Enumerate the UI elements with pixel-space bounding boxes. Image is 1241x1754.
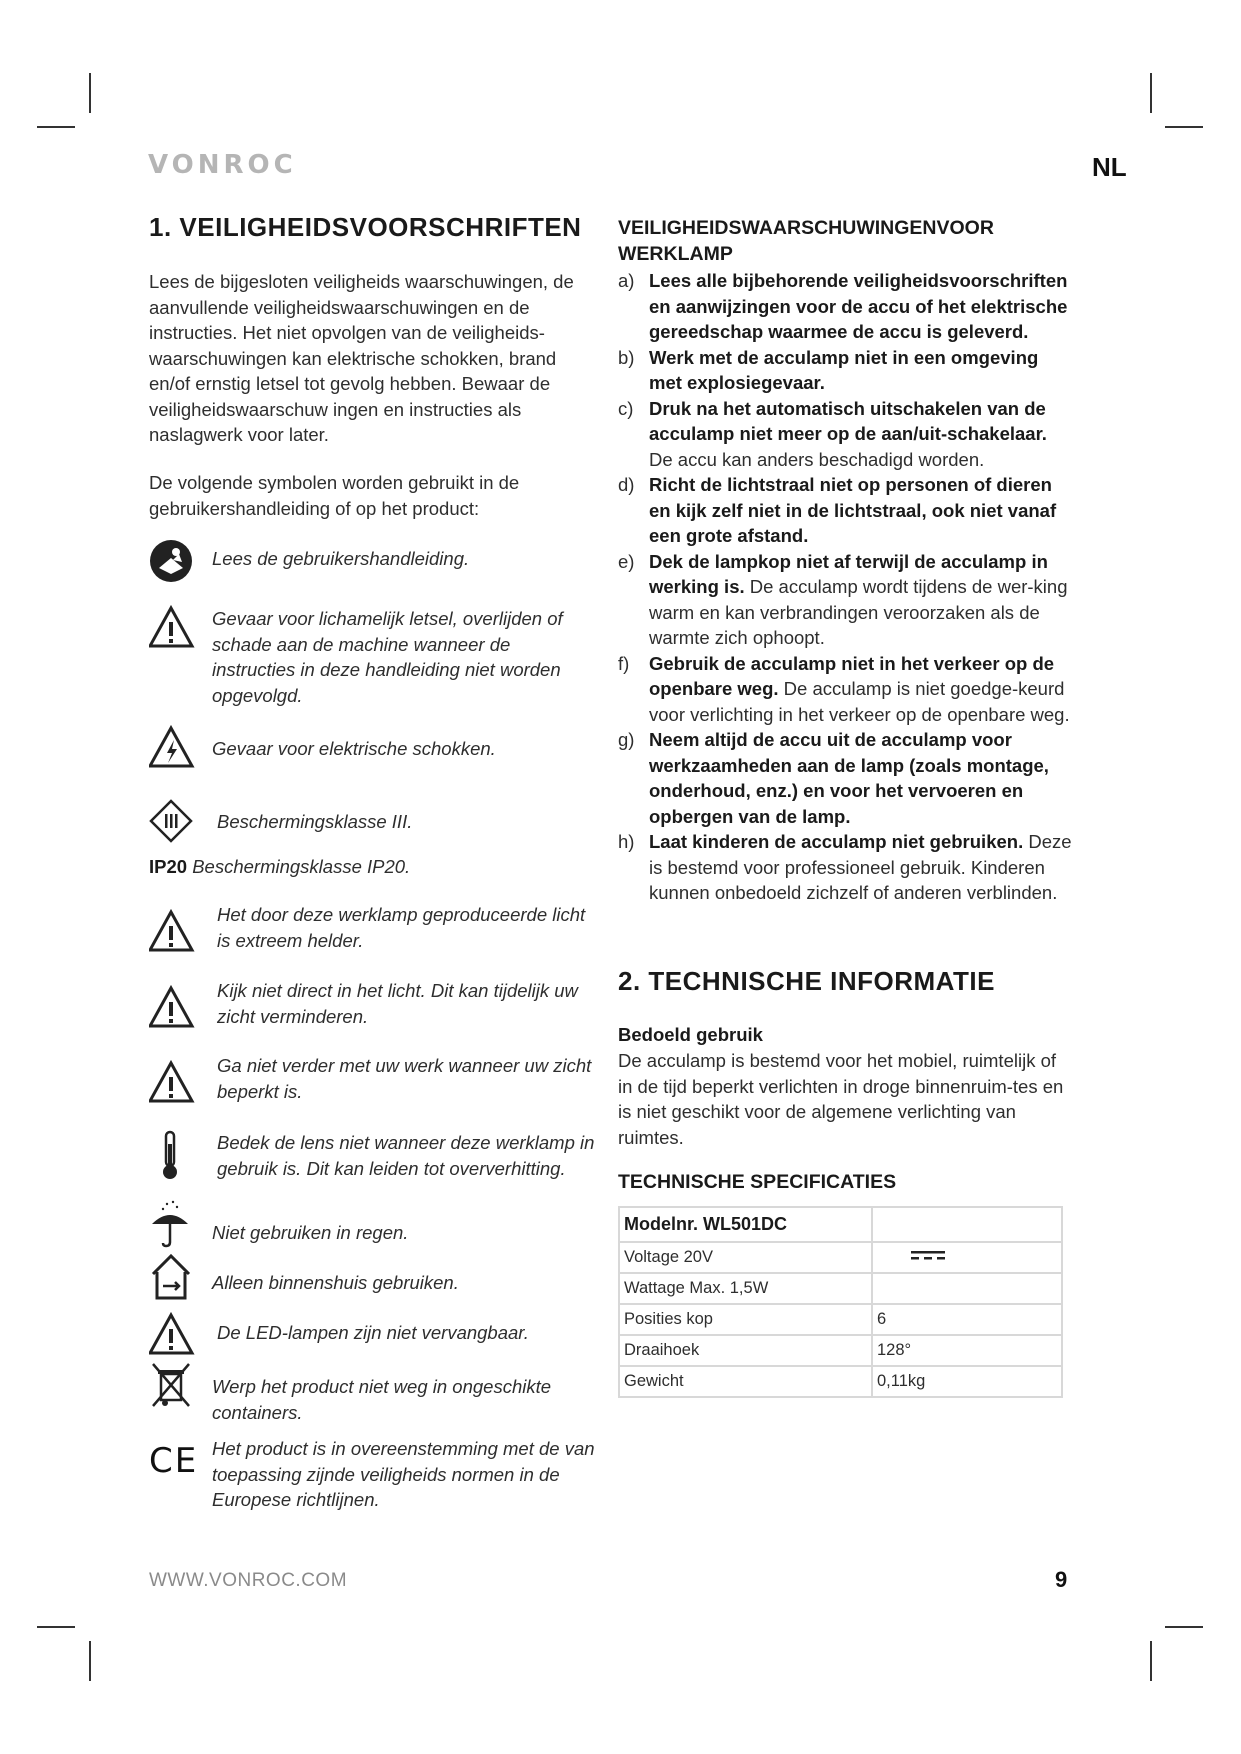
spec-table xyxy=(618,1206,1063,1398)
item-letter: e) xyxy=(618,550,635,572)
symbol-text: Bedek de lens niet wanneer deze werklamp in gebruik is. Dit kan leiden tot oververhitting. xyxy=(217,1132,595,1179)
crop-mark xyxy=(37,126,75,128)
item-text: De acculamp wordt tijdens de wer-king warm en kan verbrandingen veroorzaken als de warmte zich ophoopt. xyxy=(649,576,1068,648)
manual-icon xyxy=(149,538,199,588)
item-letter: h) xyxy=(618,831,635,852)
item-bold: Laat kinderen de acculamp niet gebruiken. xyxy=(649,831,1029,852)
symbol-row xyxy=(149,797,597,847)
intended-use-title: Bedoeld gebruik xyxy=(618,1024,763,1045)
brand-logo: VONROC xyxy=(148,150,297,180)
section-2-title: 2. TECHNISCHE INFORMATIE xyxy=(618,966,995,996)
symbol-text: Gevaar voor elektrische schokken. xyxy=(212,738,496,759)
warning-icon xyxy=(149,1053,199,1103)
symbol-row xyxy=(149,1252,592,1302)
spec-value: 128° xyxy=(872,1335,1062,1366)
table-row xyxy=(619,1242,1062,1273)
item-letter: f) xyxy=(618,652,630,674)
ce-mark-text: CE xyxy=(149,1441,199,1481)
indoor-house-icon xyxy=(149,1252,199,1302)
item-letter: d) xyxy=(618,474,635,495)
warnings-title: VEILIGHEIDSWAARSCHUWINGENVOOR WERKLAMP xyxy=(618,217,994,265)
symbol-row xyxy=(149,538,592,588)
symbol-row xyxy=(149,978,597,1029)
footer-url: WWW.VONROC.COM xyxy=(149,1570,348,1591)
item-bold: Neem altijd de accu uit de acculamp voor werkzaamheden aan de lamp (zoals montage, onderhoud, enz.) en voor het vervoeren en opbergen van de lamp. xyxy=(649,729,1049,827)
left-column xyxy=(149,212,599,1510)
symbol-text: Werp het product niet weg in ongeschikte containers. xyxy=(212,1376,552,1423)
item-bold: Richt de lichtstraal niet op personen of dieren en kijk zelf niet in de lichtstraal, ook niet vanaf een grote afstand. xyxy=(649,474,1057,546)
intended-use-text: De acculamp is bestemd voor het mobiel, ruimtelijk of in de tijd beperkt verlichten in droge binnenruim-tes en is niet geschikt voor de algemene verlichting van ruimtes. xyxy=(618,1050,1064,1148)
spec-value xyxy=(872,1242,1062,1273)
spec-label: Voltage 20V xyxy=(619,1242,872,1273)
symbol-row xyxy=(149,1305,597,1355)
warning-item xyxy=(618,727,1073,829)
symbol-row xyxy=(149,1360,592,1425)
symbol-text: Beschermingsklasse III. xyxy=(217,811,413,832)
warning-item xyxy=(618,268,1073,345)
warning-item xyxy=(618,472,1073,549)
item-letter: g) xyxy=(618,729,635,750)
ce-mark-icon xyxy=(149,1436,199,1486)
spec-value: 0,11kg xyxy=(872,1366,1062,1397)
spec-value xyxy=(872,1207,1062,1242)
language-code: NL xyxy=(1092,152,1127,182)
symbol-text: De LED-lampen zijn niet vervangbaar. xyxy=(217,1322,529,1343)
right-column xyxy=(618,216,1078,1390)
symbol-text: Gevaar voor lichamelijk letsel, overlijden of schade aan de machine wanneer de instructies in deze handleiding niet worden opgevolgd. xyxy=(212,608,563,706)
crop-mark xyxy=(1150,1641,1152,1681)
table-row xyxy=(619,1273,1062,1304)
item-bold: Dek de lampkop niet af terwijl de acculamp in werking is. xyxy=(649,550,1048,597)
table-row xyxy=(619,1207,1062,1242)
symbol-text: Kijk niet direct in het licht. Dit kan tijdelijk uw zicht verminderen. xyxy=(217,980,578,1027)
spec-title: TECHNISCHE SPECIFICATIES xyxy=(618,1171,897,1193)
symbol-text: Het product is in overeenstemming met de van toepassing zijnde veiligheids normen in de Europese richtlijnen. xyxy=(212,1438,595,1510)
spec-label: Posities kop xyxy=(619,1304,872,1335)
item-letter: c) xyxy=(618,397,634,419)
symbol-text: Niet gebruiken in regen. xyxy=(212,1222,409,1243)
crop-mark xyxy=(37,1626,75,1628)
ip-code: IP20 xyxy=(149,856,188,877)
crop-mark xyxy=(1150,73,1152,113)
spec-value: 6 xyxy=(872,1304,1062,1335)
spec-label: Wattage Max. 1,5W xyxy=(619,1273,872,1304)
safety-intro: Lees de bijgesloten veiligheids waarschuwingen, de aanvullende veiligheidswaarschuwingen en de instructies. Het niet opvolgen van de veiligheids-waarschuwingen kan elektrische schokken, brand en/of ernstig letsel tot gevolg hebben. Bewaar de veiligheidswaarschuw ingen en instructies als naslagwerk voor later. xyxy=(149,271,574,445)
crossed-bin-icon xyxy=(149,1360,199,1410)
ip-text: Beschermingsklasse IP20. xyxy=(192,856,411,877)
warning-item xyxy=(618,829,1073,906)
symbol-text: Het door deze werklamp geproduceerde licht is extreem helder. xyxy=(217,904,586,951)
electric-shock-icon xyxy=(149,718,199,768)
protection-class-iii-icon xyxy=(149,797,199,847)
item-text: De accu kan anders beschadigd worden. xyxy=(649,448,985,470)
warning-icon xyxy=(149,902,199,952)
symbol-row xyxy=(149,1053,597,1104)
warning-item xyxy=(618,396,1073,473)
section-1-title: 1. VEILIGHEIDSVOORSCHRIFTEN xyxy=(149,212,582,242)
warning-item xyxy=(618,651,1073,728)
ip-rating-line xyxy=(149,854,599,880)
spec-label: Gewicht xyxy=(619,1366,872,1397)
warning-icon xyxy=(149,598,199,648)
item-bold: Werk met de acculamp niet in een omgeving met explosiegevaar. xyxy=(649,346,1039,393)
symbol-row xyxy=(149,1130,612,1181)
table-row xyxy=(619,1366,1062,1397)
page-number: 9 xyxy=(1055,1567,1068,1592)
table-row xyxy=(619,1335,1062,1366)
item-letter: b) xyxy=(618,346,635,368)
item-letter: a) xyxy=(618,270,635,291)
symbol-row xyxy=(149,1200,592,1250)
crop-mark xyxy=(89,73,91,113)
dc-symbol-icon xyxy=(909,1248,949,1262)
warnings-list xyxy=(618,268,1073,906)
spec-label: Draaihoek xyxy=(619,1335,872,1366)
warning-icon xyxy=(149,978,199,1028)
item-text: Deze is bestemd voor professioneel gebruik. Kinderen kunnen onbedoeld zichzelf of anderen verblinden. xyxy=(649,831,1072,903)
crop-mark xyxy=(1165,1626,1203,1628)
item-bold: Lees alle bijbehorende veiligheidsvoorschriften en aanwijzingen voor de accu of het elektrische gereedschap waarmee de accu is geleverd. xyxy=(649,270,1068,342)
item-text: De acculamp is niet goedge-keurd voor verlichting in het verkeer op de openbare weg. xyxy=(649,678,1070,725)
symbol-row xyxy=(149,598,592,708)
spec-label: Modelnr. WL501DC xyxy=(619,1207,872,1242)
crop-mark xyxy=(1165,126,1203,128)
symbol-row xyxy=(149,902,597,953)
symbol-row xyxy=(149,718,592,768)
table-row xyxy=(619,1304,1062,1335)
warning-icon xyxy=(149,1305,199,1355)
symbol-text: Ga niet verder met uw werk wanneer uw zicht beperkt is. xyxy=(217,1055,592,1102)
spec-value xyxy=(872,1273,1062,1304)
symbol-text: Alleen binnenshuis gebruiken. xyxy=(212,1272,459,1293)
umbrella-rain-icon xyxy=(149,1200,199,1250)
warning-item xyxy=(618,549,1073,651)
symbols-intro: De volgende symbolen worden gebruikt in de gebruikershandleiding of op het product: xyxy=(149,472,520,519)
symbol-text: Lees de gebruikershandleiding. xyxy=(212,548,470,569)
symbol-row xyxy=(149,1436,607,1513)
warning-item xyxy=(618,345,1073,396)
item-bold: Druk na het automatisch uitschakelen van de acculamp niet meer op de aan/uit-schakelaar. xyxy=(649,397,1047,444)
item-bold: Gebruik de acculamp niet in het verkeer op de openbare weg. xyxy=(649,652,1055,699)
thermometer-icon xyxy=(149,1130,199,1180)
crop-mark xyxy=(89,1641,91,1681)
